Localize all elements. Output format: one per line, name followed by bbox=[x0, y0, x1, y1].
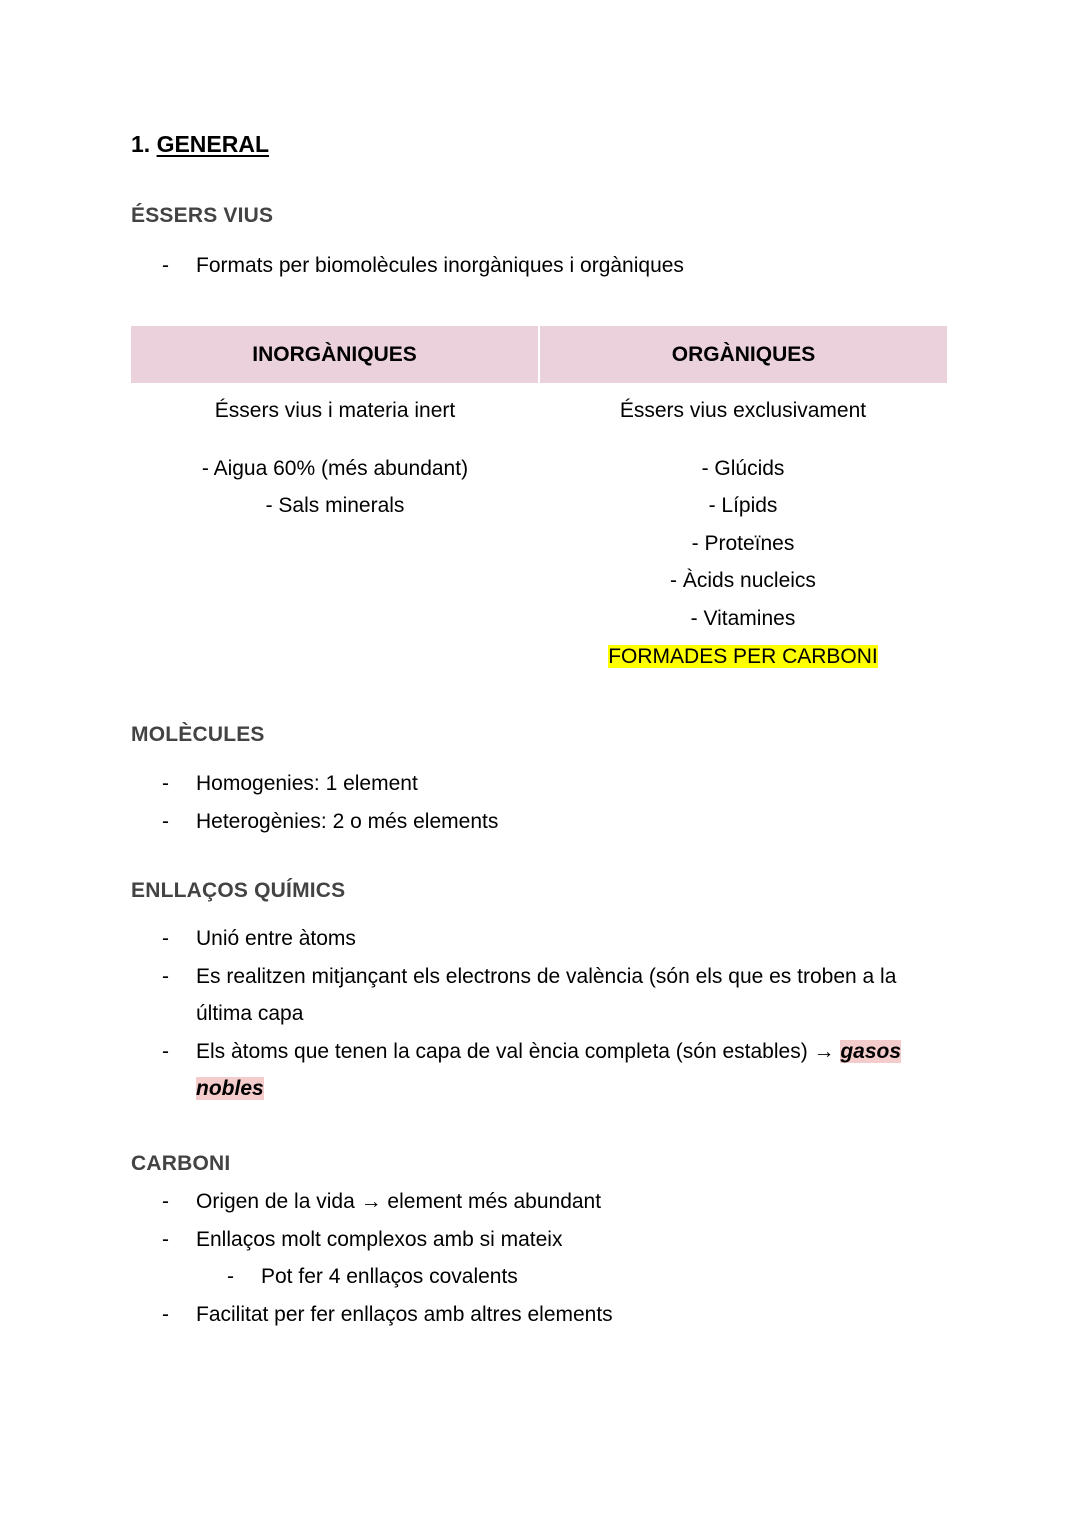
cell-subtitle: Éssers vius i materia inert bbox=[214, 399, 456, 422]
bullet-dash: - bbox=[162, 772, 169, 795]
bullet-dash: - bbox=[162, 1190, 169, 1213]
bullet-dash: - bbox=[162, 809, 169, 833]
list-item bbox=[131, 247, 936, 285]
cell-item: - Proteïnes bbox=[691, 531, 795, 555]
cell-item: - Sals minerals bbox=[265, 494, 405, 518]
bullet-dash: - bbox=[227, 1265, 234, 1289]
carboni-list bbox=[131, 1183, 936, 1333]
list-item bbox=[131, 1033, 936, 1108]
biomolecules-table bbox=[131, 326, 947, 675]
cell-subtitle: Éssers vius exclusivament bbox=[619, 399, 867, 422]
highlight-gasos-nobles: gasos nobles bbox=[196, 1039, 902, 1101]
section-heading-enllacos: ENLLAÇOS QUÍMICS bbox=[131, 879, 346, 902]
section-heading-carboni: CARBONI bbox=[131, 1152, 231, 1175]
list-item-text: Facilitat per fer enllaços amb altres elements bbox=[196, 1302, 613, 1326]
table-cell-inorganiques bbox=[131, 383, 539, 675]
bullet-dash: - bbox=[162, 1227, 169, 1251]
highlight-formades-per-carboni: FORMADES PER CARBONI bbox=[608, 644, 878, 668]
molecules-list bbox=[131, 765, 936, 840]
cell-item: - Vitamines bbox=[690, 606, 796, 630]
essers-vius-list bbox=[131, 247, 936, 285]
list-item bbox=[131, 1296, 936, 1334]
list-item-text: Unió entre àtoms bbox=[196, 927, 356, 950]
cell-item: - Aigua 60% (més abundant) bbox=[201, 456, 469, 480]
cell-item: - Àcids nucleics bbox=[670, 569, 816, 593]
list-item-text: Enllaços molt complexos amb si mateix bbox=[196, 1227, 563, 1251]
list-item bbox=[131, 1183, 936, 1221]
list-item-text: Heterogènies: 2 o més elements bbox=[196, 809, 499, 833]
section-heading-essers-vius: ÉSSERS VIUS bbox=[131, 204, 274, 227]
sub-list-item bbox=[131, 1258, 936, 1296]
table-header-inorganiques: INORGÀNIQUES bbox=[131, 326, 539, 383]
bullet-dash: - bbox=[162, 1302, 169, 1326]
section-heading-molecules: MOLÈCULES bbox=[131, 723, 265, 746]
list-item-text: Origen de la vida → element més abundant bbox=[196, 1190, 602, 1213]
list-item-text: Es realitzen mitjançant els electrons de valència (són els que es troben a la última capa bbox=[196, 964, 897, 1026]
list-item-text: Els àtoms que tenen la capa de val ència completa (són estables) → bbox=[196, 1039, 841, 1063]
cell-item: - Glúcids bbox=[701, 456, 785, 480]
bullet-dash: - bbox=[162, 254, 169, 277]
list-item-text: Pot fer 4 enllaços covalents bbox=[261, 1265, 518, 1289]
page-title bbox=[131, 128, 269, 160]
title-text: GENERAL bbox=[156, 131, 270, 157]
table-header-organiques: ORGÀNIQUES bbox=[539, 326, 947, 383]
list-item bbox=[131, 1221, 936, 1259]
list-item-text: Formats per biomolècules inorgàniques i orgàniques bbox=[196, 254, 684, 277]
list-item bbox=[131, 920, 936, 958]
list-item-text: Homogenies: 1 element bbox=[196, 772, 418, 795]
list-item bbox=[131, 803, 936, 841]
table-cell-organiques bbox=[539, 383, 947, 675]
bullet-dash: - bbox=[162, 927, 169, 950]
cell-item: - Lípids bbox=[708, 494, 778, 518]
enllacos-list bbox=[131, 920, 936, 1108]
list-item bbox=[131, 958, 936, 1033]
bullet-dash: - bbox=[162, 964, 169, 988]
list-item bbox=[131, 765, 936, 803]
title-number: 1. bbox=[131, 131, 151, 157]
bullet-dash: - bbox=[162, 1039, 169, 1063]
